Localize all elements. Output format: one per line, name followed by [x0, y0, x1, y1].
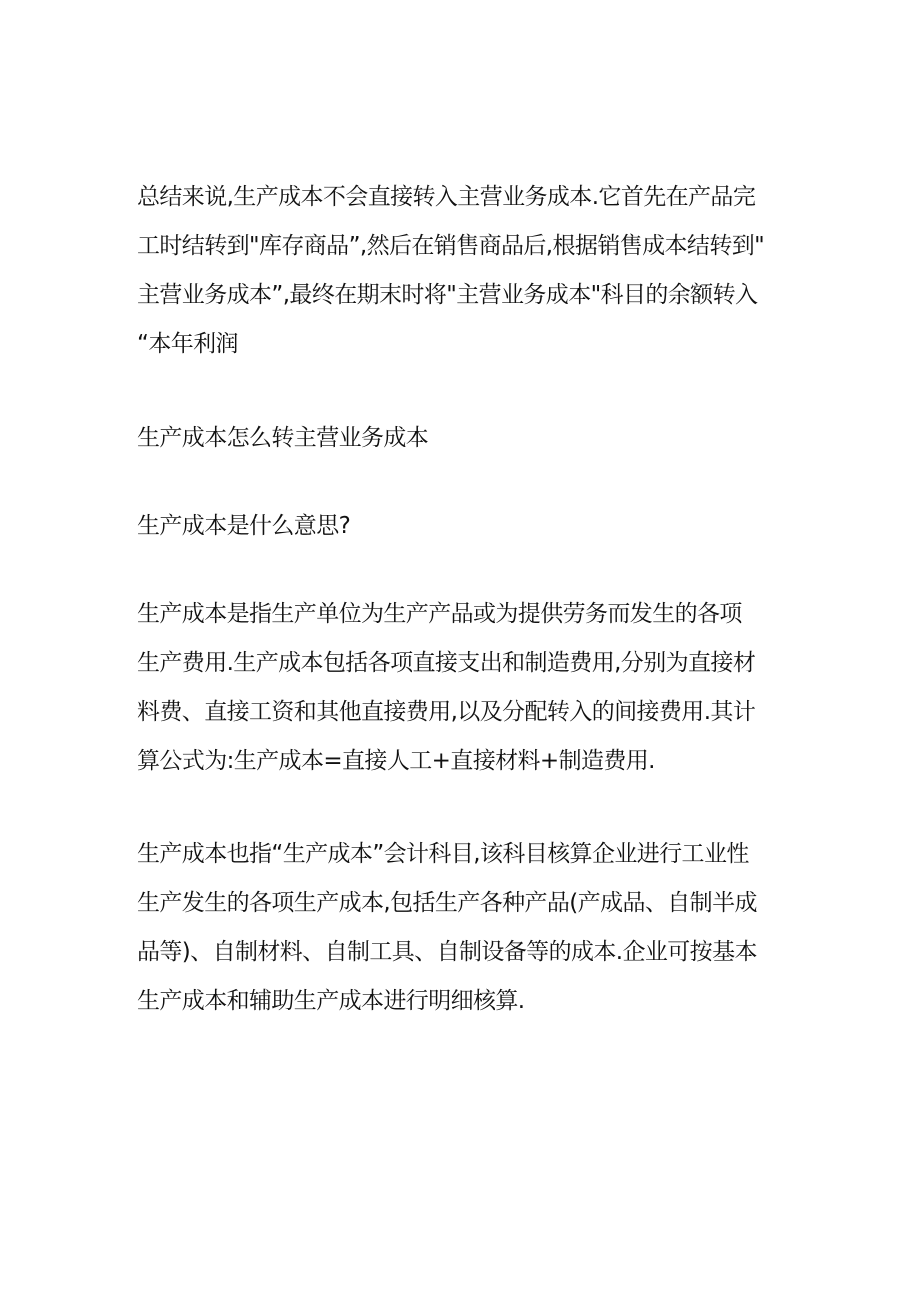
text-line: 生产成本是指生产单位为生产产品或为提供劳务而发生的各项 — [137, 601, 742, 627]
text-line: 工时结转到"库存商品”,然后在销售商品后,根据销售成本结转到" — [137, 233, 765, 259]
text-line: 主营业务成本”,最终在期末时将"主营业务成本"科目的余额转入 — [137, 282, 758, 308]
text-line: 总结来说,生产成本不会直接转入主营业务成本.它首先在产品完 — [137, 184, 756, 210]
text-line: 生产成本也指“生产成本”会计科目,该科目核算企业进行工业性 — [137, 841, 749, 867]
text-line: 生产发生的各项生产成本,包括生产各种产品(产成品、自制半成 — [137, 890, 757, 916]
text-line: 料费、直接工资和其他直接费用,以及分配转入的间接费用.其计 — [137, 699, 756, 725]
text-line: 品等)、自制材料、自制工具、自制设备等的成本.企业可按基本 — [137, 939, 757, 965]
heading-line: 生产成本是什么意思? — [137, 513, 351, 539]
question-heading — [137, 502, 789, 551]
text-line: 生产成本和辅助生产成本进行明细核算. — [137, 988, 525, 1014]
text-line: 生产费用.生产成本包括各项直接支出和制造费用,分别为直接材 — [137, 650, 756, 676]
section-heading — [137, 414, 789, 463]
text-line: 算公式为:生产成本=直接人工+直接材料+制造费用. — [137, 748, 655, 774]
heading-line: 生产成本怎么转主营业务成本 — [137, 425, 429, 451]
text-line: “本年利润 — [137, 331, 238, 357]
definition-paragraph — [137, 590, 789, 786]
document-body — [137, 173, 789, 1026]
account-paragraph — [137, 830, 789, 1026]
summary-paragraph — [137, 173, 789, 369]
